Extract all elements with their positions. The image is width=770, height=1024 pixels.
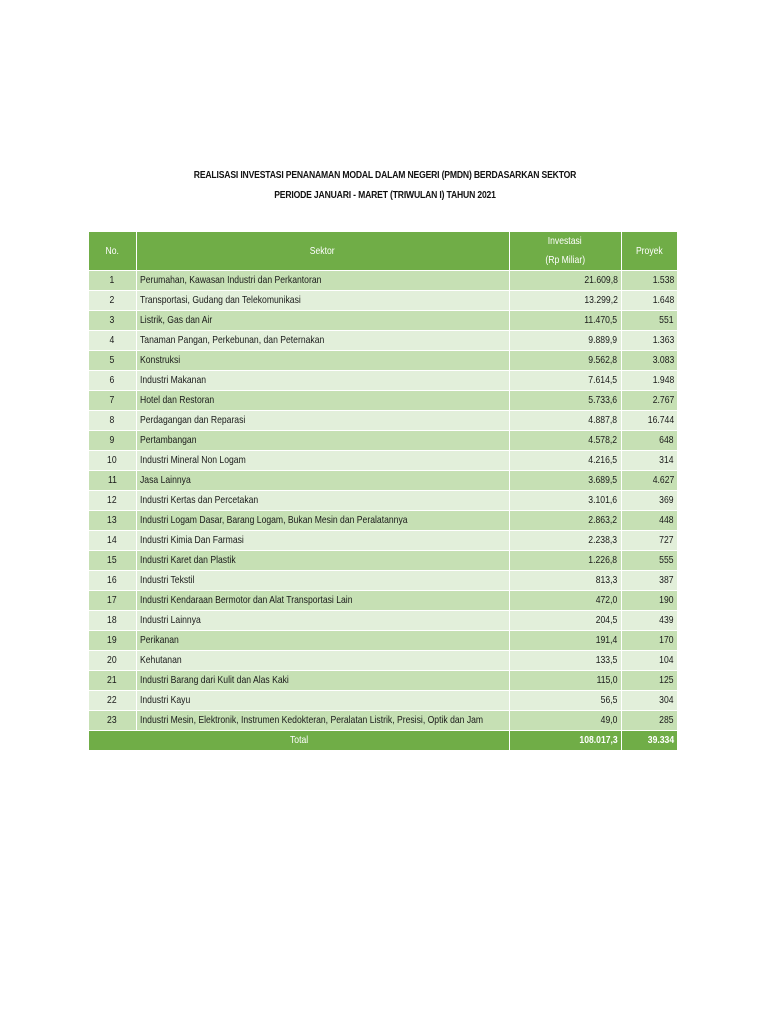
title-line-1: REALISASI INVESTASI PENANAMAN MODAL DALAM NEGERI (PMDN) BERDASARKAN SEKTOR [193,170,577,181]
cell-no: 16 [89,571,136,591]
cell-no: 14 [89,531,136,551]
cell-sektor: Industri Kertas dan Percetakan [136,491,509,511]
header-investasi-line1: Investasi [548,235,582,247]
cell-proyek: 448 [621,511,677,531]
cell-investasi: 9.562,8 [509,351,621,371]
cell-investasi: 2.238,3 [509,531,621,551]
table-row [89,411,677,431]
cell-sektor: Pertambangan [136,431,509,451]
cell-investasi: 9.889,9 [509,331,621,351]
cell-proyek: 555 [621,551,677,571]
cell-sektor: Listrik, Gas dan Air [136,311,509,331]
cell-sektor: Transportasi, Gudang dan Telekomunikasi [136,291,509,311]
table-row [89,291,677,311]
cell-proyek: 1.648 [621,291,677,311]
cell-proyek: 1.363 [621,331,677,351]
cell-proyek: 439 [621,611,677,631]
table-row [89,431,677,451]
table-header-row [89,232,677,271]
cell-proyek: 16.744 [621,411,677,431]
cell-sektor: Industri Lainnya [136,611,509,631]
cell-proyek: 2.767 [621,391,677,411]
table-row [89,391,677,411]
cell-no: 12 [89,491,136,511]
table-row [89,371,677,391]
cell-sektor: Industri Makanan [136,371,509,391]
table-row [89,591,677,611]
cell-no: 1 [89,271,136,291]
table-row [89,571,677,591]
total-proyek: 39.334 [621,731,677,751]
cell-sektor: Industri Kimia Dan Farmasi [136,531,509,551]
cell-investasi: 2.863,2 [509,511,621,531]
cell-investasi: 4.216,5 [509,451,621,471]
cell-no: 9 [89,431,136,451]
cell-sektor: Industri Mineral Non Logam [136,451,509,471]
cell-investasi: 21.609,8 [509,271,621,291]
table-row [89,471,677,491]
cell-sektor: Industri Kayu [136,691,509,711]
cell-investasi: 4.578,2 [509,431,621,451]
cell-sektor: Industri Kendaraan Bermotor dan Alat Transportasi Lain [136,591,509,611]
cell-no: 5 [89,351,136,371]
cell-investasi: 3.101,6 [509,491,621,511]
cell-proyek: 4.627 [621,471,677,491]
cell-investasi: 115,0 [509,671,621,691]
cell-investasi: 3.689,5 [509,471,621,491]
table-row [89,691,677,711]
cell-sektor: Perumahan, Kawasan Industri dan Perkantoran [136,271,509,291]
cell-proyek: 104 [621,651,677,671]
total-row [89,731,677,751]
table-row [89,271,677,291]
cell-no: 11 [89,471,136,491]
cell-sektor: Jasa Lainnya [136,471,509,491]
cell-investasi: 1.226,8 [509,551,621,571]
header-sektor: Sektor [136,232,509,271]
cell-no: 13 [89,511,136,531]
table-row [89,551,677,571]
cell-proyek: 727 [621,531,677,551]
cell-investasi: 191,4 [509,631,621,651]
cell-sektor: Tanaman Pangan, Perkebunan, dan Peternakan [136,331,509,351]
table-row [89,351,677,371]
cell-investasi: 11.470,5 [509,311,621,331]
table-row [89,611,677,631]
header-investasi-line2: (Rp Miliar) [545,254,585,266]
cell-proyek: 190 [621,591,677,611]
table-row [89,451,677,471]
cell-sektor: Kehutanan [136,651,509,671]
table-row [89,331,677,351]
cell-proyek: 369 [621,491,677,511]
cell-proyek: 387 [621,571,677,591]
cell-proyek: 3.083 [621,351,677,371]
cell-sektor: Industri Barang dari Kulit dan Alas Kaki [136,671,509,691]
table-body [89,271,677,731]
cell-investasi: 13.299,2 [509,291,621,311]
title-line-2: PERIODE JANUARI - MARET (TRIWULAN I) TAHUN 2021 [274,190,496,201]
report-title [0,166,770,206]
cell-proyek: 285 [621,711,677,731]
cell-no: 2 [89,291,136,311]
table-row [89,511,677,531]
header-proyek: Proyek [621,232,677,271]
cell-proyek: 170 [621,631,677,651]
investment-table [89,232,677,751]
cell-no: 18 [89,611,136,631]
cell-proyek: 314 [621,451,677,471]
cell-investasi: 7.614,5 [509,371,621,391]
table-row [89,711,677,731]
cell-proyek: 304 [621,691,677,711]
cell-no: 19 [89,631,136,651]
cell-no: 23 [89,711,136,731]
cell-investasi: 56,5 [509,691,621,711]
cell-no: 3 [89,311,136,331]
cell-no: 22 [89,691,136,711]
total-label: Total [89,731,509,751]
table-row [89,531,677,551]
cell-investasi: 5.733,6 [509,391,621,411]
header-no: No. [89,232,136,271]
cell-no: 6 [89,371,136,391]
cell-investasi: 4.887,8 [509,411,621,431]
cell-sektor: Industri Logam Dasar, Barang Logam, Bukan Mesin dan Peralatannya [136,511,509,531]
cell-no: 4 [89,331,136,351]
cell-sektor: Perdagangan dan Reparasi [136,411,509,431]
header-investasi [509,232,621,271]
cell-sektor: Hotel dan Restoran [136,391,509,411]
cell-sektor: Industri Karet dan Plastik [136,551,509,571]
table-row [89,671,677,691]
table-row [89,651,677,671]
total-investasi: 108.017,3 [509,731,621,751]
table-row [89,631,677,651]
cell-sektor: Konstruksi [136,351,509,371]
cell-investasi: 49,0 [509,711,621,731]
cell-investasi: 204,5 [509,611,621,631]
cell-investasi: 133,5 [509,651,621,671]
cell-investasi: 472,0 [509,591,621,611]
cell-no: 17 [89,591,136,611]
cell-no: 7 [89,391,136,411]
cell-proyek: 1.948 [621,371,677,391]
cell-proyek: 1.538 [621,271,677,291]
cell-proyek: 551 [621,311,677,331]
cell-proyek: 648 [621,431,677,451]
cell-no: 8 [89,411,136,431]
cell-no: 20 [89,651,136,671]
cell-sektor: Industri Tekstil [136,571,509,591]
cell-sektor: Perikanan [136,631,509,651]
cell-no: 21 [89,671,136,691]
table-row [89,311,677,331]
table-row [89,491,677,511]
cell-no: 10 [89,451,136,471]
cell-proyek: 125 [621,671,677,691]
cell-no: 15 [89,551,136,571]
cell-sektor: Industri Mesin, Elektronik, Instrumen Kedokteran, Peralatan Listrik, Presisi, Optik dan Jam [136,711,509,731]
cell-investasi: 813,3 [509,571,621,591]
